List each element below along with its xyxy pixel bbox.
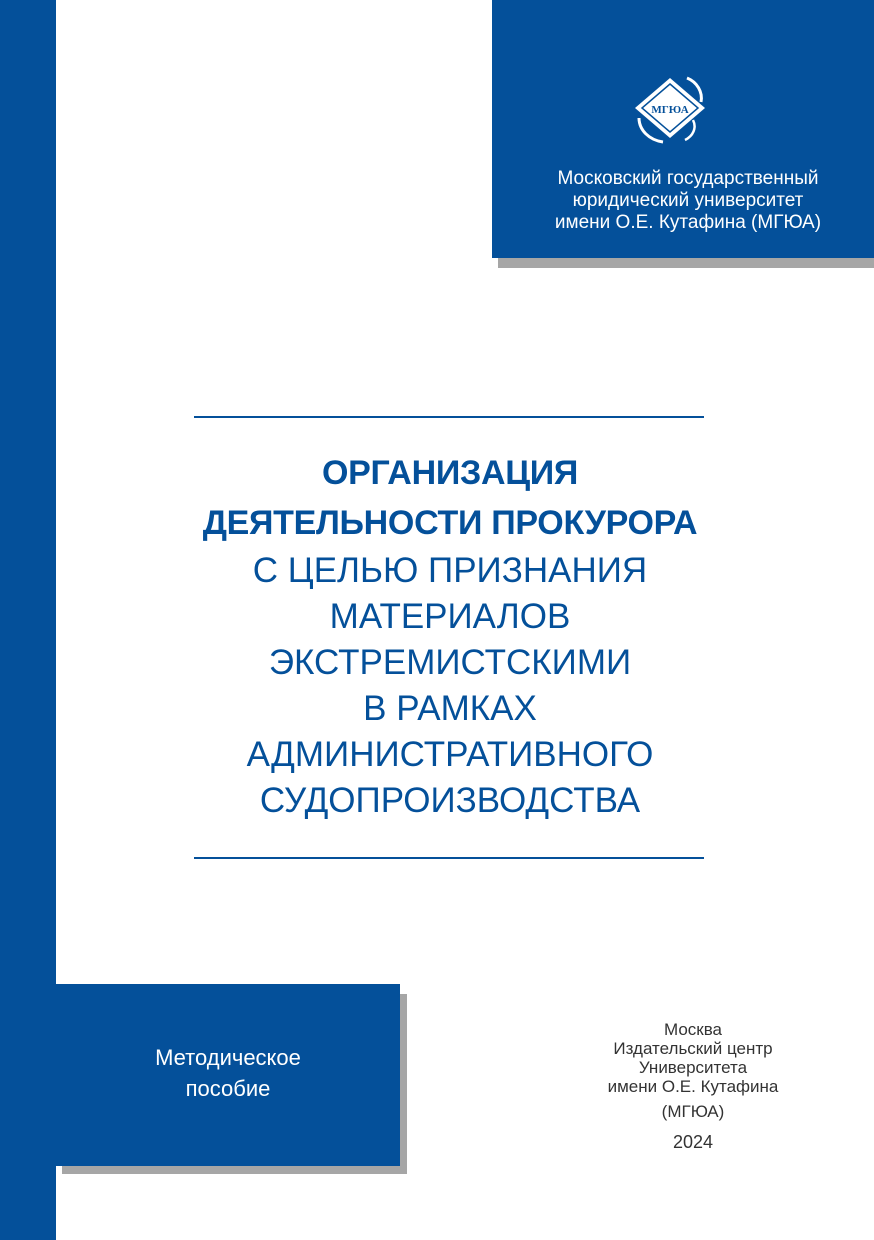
title-line: ЭКСТРЕМИСТСКИМИ — [268, 643, 632, 682]
title-line-bold: ДЕЯТЕЛЬНОСТИ ПРОКУРОРА — [202, 504, 698, 542]
university-header-box — [492, 0, 874, 258]
publication-year: 2024 — [672, 1132, 714, 1152]
genre-line: пособие — [185, 1076, 271, 1101]
university-logo-icon — [631, 74, 709, 146]
university-name-line: юридический университет — [572, 190, 804, 211]
logo-text: МГЮА — [651, 104, 689, 116]
genre-box — [56, 984, 400, 1166]
title-line: В РАМКАХ — [363, 689, 537, 728]
publisher-line: имени О.Е. Кутафина — [607, 1077, 779, 1096]
university-name-line: Московский государственный — [557, 168, 819, 189]
title-line: СУДОПРОИЗВОДСТВА — [259, 781, 641, 820]
university-name — [512, 168, 864, 234]
title-line-bold: ОРГАНИЗАЦИЯ — [321, 454, 579, 492]
title-line: АДМИНИСТРАТИВНОГО — [246, 735, 654, 774]
publisher-line: Москва — [663, 1020, 723, 1039]
publisher-line: Издательский центр — [613, 1039, 773, 1058]
publisher-org: (МГЮА) — [661, 1102, 725, 1121]
title-line: С ЦЕЛЬЮ ПРИЗНАНИЯ — [252, 551, 648, 590]
title-line: МАТЕРИАЛОВ — [329, 597, 571, 636]
genre-label — [56, 1042, 400, 1104]
title-rule-top — [194, 416, 704, 418]
genre-line: Методическое — [155, 1045, 301, 1070]
publisher-line: Университета — [638, 1058, 748, 1077]
university-name-line: имени О.Е. Кутафина (МГЮА) — [554, 212, 822, 233]
title-rule-bottom — [194, 857, 704, 859]
book-title — [100, 448, 800, 824]
left-stripe — [0, 0, 56, 1240]
publisher-info — [580, 1020, 806, 1152]
